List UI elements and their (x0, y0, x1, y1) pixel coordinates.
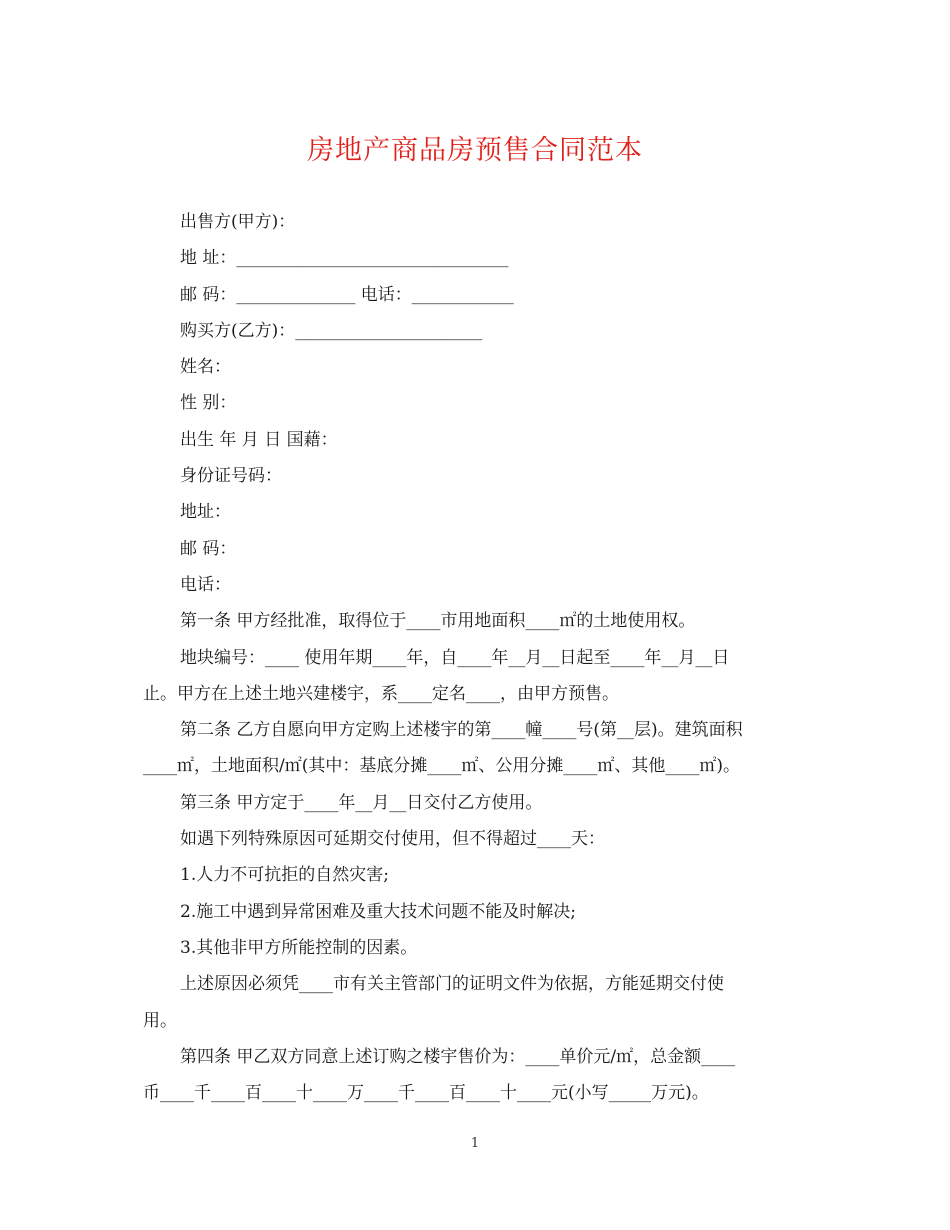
contract-body (143, 204, 808, 1111)
buyer-phone-line: 电话： (180, 574, 231, 595)
buyer-gender-line: 性 别： (180, 393, 237, 414)
delay-proof-line: 上述原因必须凭____市有关主管部门的证明文件为依据，方能延期交付使 (180, 974, 724, 995)
buyer-label: 购买方(乙方)：______________________ (180, 320, 483, 341)
article-3-line: 第三条 甲方定于____年__月__日交付乙方使用。 (180, 792, 543, 813)
article-4-line-continued: 币____千____百____十____万____千____百____十____元(小写_____万元)。 (143, 1083, 709, 1104)
buyer-birth-nationality-line: 出生 年 月 日 国藉： (180, 429, 338, 450)
parcel-number-line-continued: 止。甲方在上述土地兴建楼宇，系____定名____，由甲方预售。 (143, 683, 619, 704)
page-number: 1 (470, 1136, 480, 1151)
delay-clause-line: 如遇下列特殊原因可延期交付使用，但不得超过____天： (180, 829, 605, 850)
delay-reason-3: 3.其他非甲方所能控制的因素。 (180, 937, 418, 958)
delay-reason-1: 1.人力不可抗拒的自然灾害; (180, 865, 389, 886)
seller-postcode-phone-line: 邮 码：______________ 电话：____________ (180, 284, 514, 305)
delay-reason-2: 2.施工中遇到异常困难及重大技术问题不能及时解决; (180, 901, 576, 922)
seller-address-line: 地 址：________________________________ (180, 248, 509, 269)
buyer-id-number-line: 身份证号码： (180, 466, 282, 487)
parcel-number-line: 地块编号：____ 使用年期____年，自____年__月__日起至____年__月__日 (180, 647, 730, 668)
article-2-line-continued: ____㎡，土地面积/㎡(其中：基底分摊____㎡、公用分摊____㎡、其他____㎡)。 (143, 756, 740, 777)
buyer-postcode-line: 邮 码： (180, 538, 237, 559)
article-1-line: 第一条 甲方经批准，取得位于____市用地面积____㎡的土地使用权。 (180, 611, 696, 632)
article-2-line: 第二条 乙方自愿向甲方定购上述楼宇的第____幢____号(第__层)。建筑面积 (180, 720, 743, 741)
buyer-name-line: 姓名： (180, 357, 231, 378)
delay-proof-line-continued: 用。 (143, 1010, 177, 1031)
buyer-address-line: 地址： (180, 502, 231, 523)
seller-label: 出售方(甲方)： (180, 212, 296, 232)
document-title: 房地产商品房预售合同范本 (307, 135, 643, 166)
article-4-line: 第四条 甲乙双方同意上述订购之楼宇售价为：____单价元/㎡，总金额____ (180, 1046, 736, 1067)
